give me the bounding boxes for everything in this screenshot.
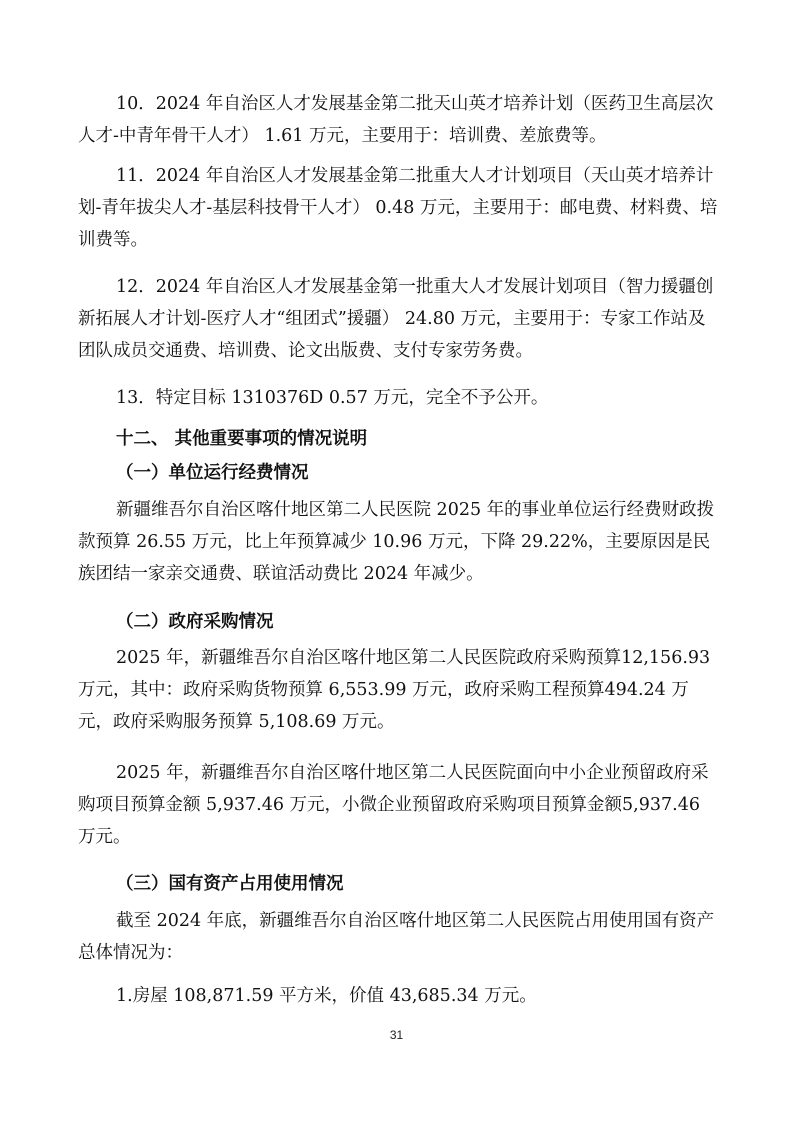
page-number: 31 bbox=[389, 1028, 404, 1042]
paragraph-item-11: 11．2024 年自治区人才发展基金第二批重大人才计划项目（天山英才培养计划-青年拔尖人才-基层科技骨干人才） 0.48 万元，主要用于：邮电费、材料费、培训费等。 bbox=[78, 166, 718, 250]
subheading-procurement: （二）政府采购情况 bbox=[116, 612, 274, 632]
paragraph-item-10: 10．2024 年自治区人才发展基金第二批天山英才培养计划（医药卫生高层次人才-中青年骨干人才） 1.61 万元，主要用于：培训费、差旅费等。 bbox=[78, 94, 714, 146]
paragraph-item-13: 13．特定目标 1310376D 0.57 万元，完全不予公开。 bbox=[116, 388, 549, 408]
paragraph-assets-overview: 截至 2024 年底，新疆维吾尔自治区喀什地区第二人民医院占用使用国有资产总体情况为： bbox=[78, 911, 715, 963]
paragraph-procurement-sme: 2025 年，新疆维吾尔自治区喀什地区第二人民医院面向中小企业预留政府采购项目预算金额 5,937.46 万元，小微企业预留政府采购项目预算金额5,937.46 万元。 bbox=[78, 763, 709, 847]
subheading-state-assets: （三）国有资产占用使用情况 bbox=[116, 874, 344, 894]
paragraph-procurement-budget: 2025 年，新疆维吾尔自治区喀什地区第二人民医院政府采购预算12,156.93 万元，其中：政府采购货物预算 6,553.99 万元，政府采购工程预算494.24 万元，政府采购服务预算 5,108.69 万元。 bbox=[78, 648, 711, 732]
paragraph-operating-costs: 新疆维吾尔自治区喀什地区第二人民医院 2025 年的事业单位运行经费财政拨款预算 26.55 万元，比上年预算减少 10.96 万元，下降 29.22%，主要原因是民族团结一家亲交通费、联谊活动费比 2024 年减少。 bbox=[78, 500, 715, 584]
subheading-operating-costs: （一）单位运行经费情况 bbox=[116, 463, 309, 483]
paragraph-assets-housing: 1.房屋 108,871.59 平方米，价值 43,685.34 万元。 bbox=[116, 986, 537, 1006]
paragraph-item-12: 12．2024 年自治区人才发展基金第一批重大人才发展计划项目（智力援疆创新拓展人才计划-医疗人才“组团式”援疆） 24.80 万元，主要用于：专家工作站及团队成员交通费、培训费、论文出版费、支付专家劳务费。 bbox=[78, 277, 714, 361]
section-heading-12: 十二、 其他重要事项的情况说明 bbox=[116, 429, 368, 449]
